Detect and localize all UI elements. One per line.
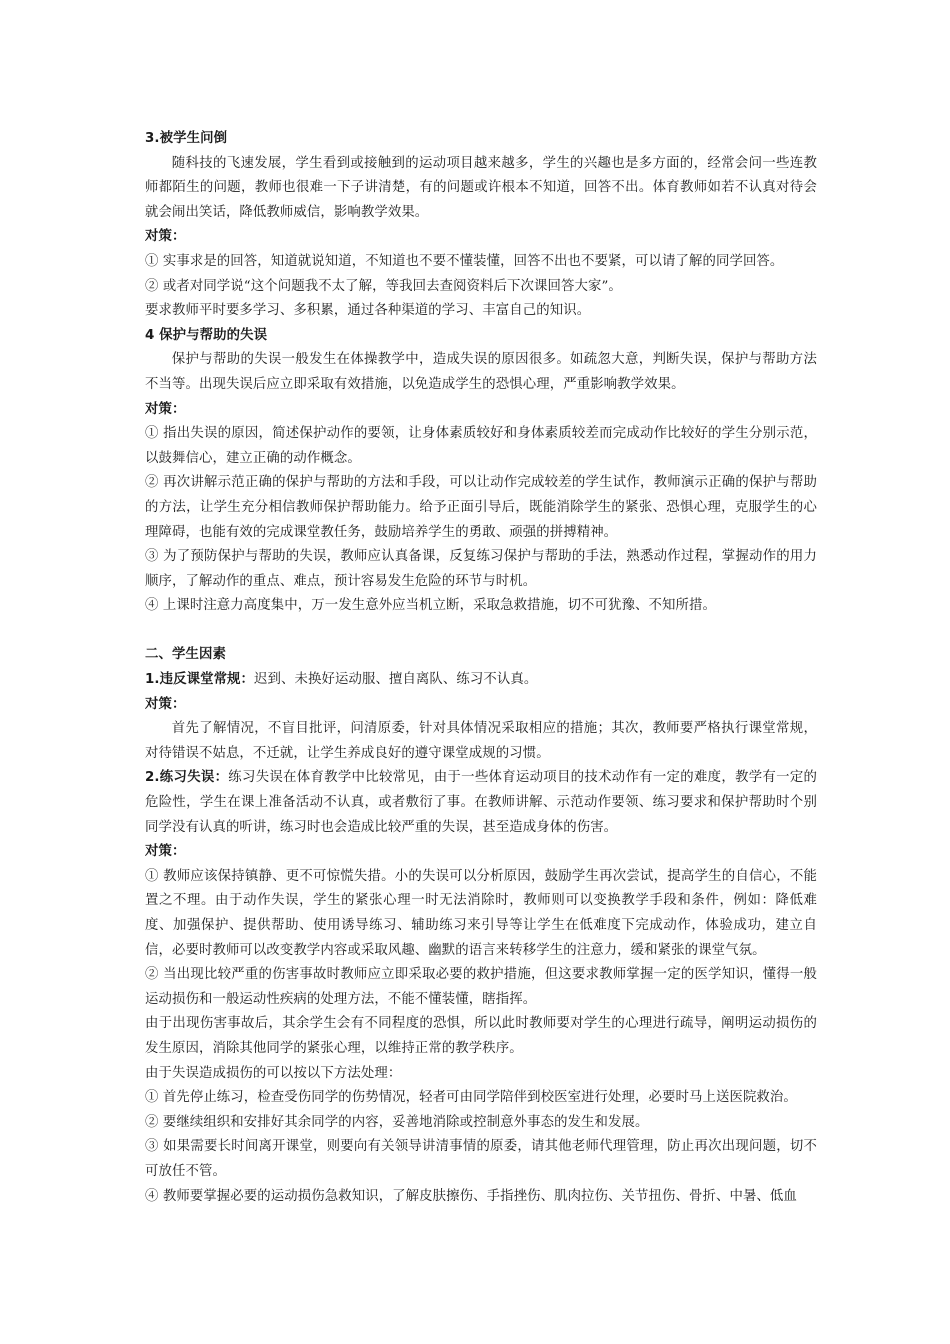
countermeasure-label: 对策：	[145, 696, 186, 712]
list-item: ① 教师应该保持镇静、更不可惊慌失措。小的失误可以分析原因，鼓励学生再次尝试，提高学生的自信心，不能置之不理。由于动作失误，学生的紧张心理一时无法消除时，教师则可以变换教学手段和条件，例如：降低难度、加强保护、提供帮助、使用诱导练习、辅助练习来引导等让学生在低难度下完成动作，体验成功，建立自信，必要时教师可以改变教学内容或采取风趣、幽默的语言来转移学生的注意力，缓和紧张的课堂气氛。	[145, 868, 817, 958]
section-3-paragraph: 随科技的飞速发展，学生看到或接触到的运动项目越来越多，学生的兴趣也是多方面的，经常会问一些连教师都陌生的问题，教师也很难一下子讲清楚，有的问题或许根本不知道，回答不出。体育教师如若不认真对待会就会闹出笑话，降低教师威信，影响教学效果。	[145, 155, 817, 220]
list-item: ④ 上课时注意力高度集中，万一发生意外应当机立断，采取急救措施，切不可犹豫、不知所措。	[145, 598, 716, 614]
list-item: ② 再次讲解示范正确的保护与帮助的方法和手段，可以让动作完成较差的学生试作，教师演示正确的保护与帮助的方法，让学生充分相信教师保护帮助能力。给予正面引导后，既能消除学生的紧张、恐惧心理，克服学生的心理障碍，也能有效的完成课堂教任务，鼓励培养学生的勇敢、顽强的拼搏精神。	[145, 475, 817, 540]
section-heading-3: 3.被学生问倒	[145, 131, 228, 146]
spacer	[145, 619, 817, 644]
subsection-1-text: 迟到、未换好运动服、擅自离队、练习不认真。	[254, 672, 538, 688]
list-item: ③ 为了预防保护与帮助的失误，教师应认真备课，反复练习保护与帮助的手法，熟悉动作过程，掌握动作的用力顺序，了解动作的重点、难点，预计容易发生危险的环节与时机。	[145, 549, 817, 589]
list-item: ① 首先停止练习，检查受伤同学的伤势情况，轻者可由同学陪伴到校医室进行处理，必要时马上送医院救治。	[145, 1090, 797, 1106]
subsection-1-lead: 1.违反课堂常规：	[145, 672, 255, 688]
subsection-2	[145, 766, 817, 840]
list-item: ④ 教师要掌握必要的运动损伤急救知识，了解皮肤擦伤、手指挫伤、肌肉拉伤、关节扭伤、骨折、中暑、低血	[145, 1188, 797, 1204]
list-item: 由于出现伤害事故后，其余学生会有不同程度的恐惧，所以此时教师要对学生的心理进行疏导，阐明运动损伤的发生原因，消除其他同学的紧张心理，以维持正常的教学秩序。	[145, 1016, 817, 1056]
document-body	[145, 127, 817, 1209]
countermeasure-label: 对策：	[145, 401, 186, 417]
list-item: ② 要继续组织和安排好其余同学的内容，妥善地消除或控制意外事态的发生和发展。	[145, 1114, 649, 1130]
section-4-paragraph: 保护与帮助的失误一般发生在体操教学中，造成失误的原因很多。如疏忽大意，判断失误，保护与帮助方法不当等。出现失误后应立即采取有效措施，以免造成学生的恐惧心理，严重影响教学效果。	[145, 352, 817, 392]
countermeasure-label: 对策：	[145, 844, 186, 860]
list-item: ① 指出失误的原因，简述保护动作的要领，让身体素质较好和身体素质较差而完成动作比较好的学生分别示范，以鼓舞信心，建立正确的动作概念。	[145, 426, 817, 466]
list-item: 要求教师平时要多学习、多积累，通过各种渠道的学习、丰富自己的知识。	[145, 303, 591, 319]
part-heading-student-factors: 二、学生因素	[145, 647, 226, 663]
countermeasure-label: 对策：	[145, 229, 186, 245]
subsection-1-paragraph: 首先了解情况，不盲目批评，问清原委，针对具体情况采取相应的措施；其次，教师要严格执行课堂常规，对待错误不姑息，不迁就，让学生养成良好的遵守课堂成规的习惯。	[145, 721, 817, 761]
list-item: ② 当出现比较严重的伤害事故时教师应立即采取必要的救护措施，但这要求教师掌握一定的医学知识，懂得一般运动损伤和一般运动性疾病的处理方法，不能不懂装懂，瞎指挥。	[145, 967, 817, 1007]
list-item: ① 实事求是的回答，知道就说知道，不知道也不要不懂装懂，回答不出也不要紧，可以请了解的同学回答。	[145, 253, 784, 269]
list-item: 由于失误造成损伤的可以按以下方法处理：	[145, 1065, 402, 1081]
list-item: ② 或者对同学说“这个问题我不太了解，等我回去查阅资料后下次课回答大家”。	[145, 278, 622, 294]
list-item: ③ 如果需要长时间离开课堂，则要向有关领导讲清事情的原委，请其他老师代理管理，防止再次出现问题，切不可放任不管。	[145, 1139, 817, 1179]
subsection-1	[145, 668, 817, 693]
subsection-2-text: 练习失误在体育教学中比较常见，由于一些体育运动项目的技术动作有一定的难度，教学有一定的危险性，学生在课上准备活动不认真，或者敷衍了事。在教师讲解、示范动作要领、练习要求和保护帮助时个别同学没有认真的听讲，练习时也会造成比较严重的失误，甚至造成身体的伤害。	[145, 770, 818, 835]
subsection-2-lead: 2.练习失误：	[145, 770, 229, 786]
section-heading-4: 4 保护与帮助的失误	[145, 327, 268, 343]
